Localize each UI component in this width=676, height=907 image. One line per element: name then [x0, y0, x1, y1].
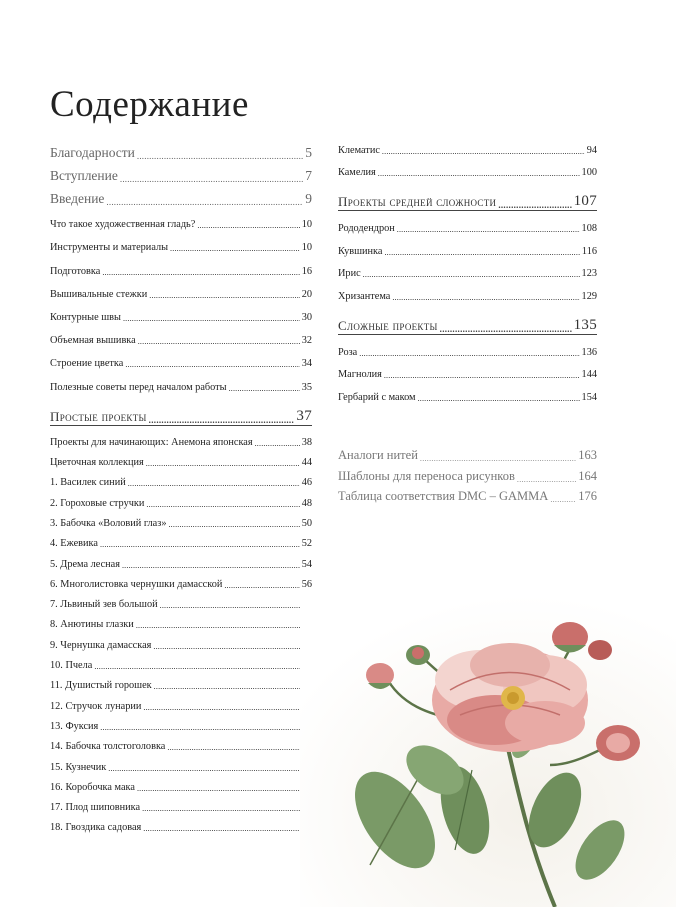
dot-leader: [440, 321, 572, 334]
toc-entry[interactable]: [338, 156, 597, 179]
toc-entry[interactable]: [338, 358, 597, 381]
medium-projects-list: [338, 211, 597, 302]
dot-leader: [197, 220, 299, 230]
toc-entry[interactable]: [338, 463, 597, 484]
toc-entry[interactable]: [50, 732, 312, 752]
dot-leader: [149, 289, 299, 299]
dot-leader: [137, 783, 300, 793]
dot-leader: [397, 224, 580, 234]
dot-leader: [94, 661, 299, 671]
toc-entry-label: 2. Гороховые стручки: [50, 497, 145, 509]
dot-leader: [229, 382, 300, 392]
toc-entry-label: 11. Душистый горошек: [50, 680, 152, 692]
toc-entry[interactable]: [50, 630, 312, 650]
toc-entry[interactable]: [50, 488, 312, 508]
toc-entry-page: 50: [301, 517, 312, 529]
dot-leader: [143, 823, 299, 833]
section-rule: [50, 425, 312, 426]
toc-entry-label: Кувшинка: [338, 245, 383, 257]
toc-entry-page: 37: [296, 407, 312, 424]
toc-entry-page: 54: [301, 558, 312, 570]
dot-leader: [418, 392, 580, 402]
toc-entry[interactable]: [338, 211, 597, 234]
toc-entry[interactable]: [338, 484, 597, 505]
toc-entry-label: Вступление: [50, 168, 118, 183]
toc-entry-label: Таблица соответствия DMC – GAMMA: [338, 489, 549, 504]
introduction-list: [50, 207, 312, 393]
toc-entry[interactable]: [50, 590, 312, 610]
toc-entry[interactable]: [50, 651, 312, 671]
dot-leader: [550, 492, 576, 505]
toc-entry-page: 7: [305, 168, 312, 183]
toc-entry-page: 10: [301, 219, 312, 231]
toc-entry[interactable]: [50, 323, 312, 346]
toc-entry-page: 144: [581, 369, 597, 381]
simple-projects-continued-list: [338, 133, 597, 178]
toc-entry[interactable]: [50, 161, 312, 184]
dot-leader: [167, 742, 299, 752]
toc-entry[interactable]: [50, 468, 312, 488]
toc-entry-label: 6. Многолистовка чернушки дамасской: [50, 578, 223, 590]
dot-leader: [382, 145, 585, 155]
toc-entry[interactable]: [338, 257, 597, 280]
toc-entry-label: Магнолия: [338, 369, 382, 381]
toc-entry[interactable]: [50, 549, 312, 569]
toc-entry-page: 108: [581, 222, 597, 234]
toc-entry[interactable]: [50, 529, 312, 549]
dot-leader: [106, 194, 303, 208]
toc-entry-label: Благодарности: [50, 145, 135, 160]
toc-entry-label: 14. Бабочка толстоголовка: [50, 741, 166, 753]
toc-entry-label: 15. Кузнечик: [50, 761, 107, 773]
toc-entry-page: 10: [301, 242, 312, 254]
toc-entry-label: Что такое художественная гладь?: [50, 219, 196, 231]
toc-entry-page: 135: [573, 317, 597, 334]
section-heading[interactable]: [50, 401, 312, 425]
toc-entry-label: Шаблоны для переноса рисунков: [338, 468, 515, 483]
toc-entry[interactable]: [338, 443, 597, 464]
toc-entry-label: 4. Ежевика: [50, 538, 98, 550]
toc-entry-label: 12. Стручок лунарии: [50, 700, 142, 712]
complex-section: [338, 310, 597, 335]
dot-leader: [255, 438, 300, 448]
dot-leader: [224, 580, 299, 590]
toc-entry[interactable]: [50, 369, 312, 392]
dot-leader: [142, 803, 300, 813]
toc-entry[interactable]: [50, 138, 312, 161]
toc-entry-label: Гербарий с маком: [338, 391, 416, 403]
dot-leader: [123, 313, 300, 323]
toc-entry[interactable]: [50, 813, 312, 833]
toc-entry-page: 32: [301, 335, 312, 347]
dot-leader: [153, 640, 299, 650]
toc-entry[interactable]: [50, 691, 312, 711]
toc-entry-label: Хризантема: [338, 291, 391, 303]
dot-leader: [102, 266, 299, 276]
toc-entry[interactable]: [50, 184, 312, 207]
toc-entry-label: Введение: [50, 191, 105, 206]
toc-entry-label: Сложные проекты: [338, 318, 438, 334]
toc-entry[interactable]: [338, 234, 597, 257]
toc-entry-label: Ирис: [338, 268, 361, 280]
toc-entry[interactable]: [50, 300, 312, 323]
toc-entry[interactable]: [338, 335, 597, 358]
toc-entry[interactable]: [50, 428, 312, 448]
toc-entry-label: Контурные швы: [50, 311, 121, 323]
dot-leader: [108, 762, 299, 772]
dot-leader: [363, 269, 580, 279]
dot-leader: [138, 336, 300, 346]
toc-entry-label: Проекты средней сложности: [338, 194, 497, 209]
toc-left-column: [50, 138, 312, 833]
toc-entry[interactable]: [50, 773, 312, 793]
toc-entry-page: 48: [301, 497, 312, 509]
embroidered-rose-icon: [300, 595, 676, 907]
toc-entry-page: 136: [581, 346, 597, 358]
toc-entry-page: 20: [301, 288, 312, 300]
toc-entry-page: 107: [573, 193, 597, 209]
dot-leader: [122, 559, 300, 569]
toc-entry-page: 154: [581, 391, 597, 403]
toc-entry[interactable]: [50, 448, 312, 468]
simple-section: [50, 401, 312, 426]
toc-entry-label: Рододендрон: [338, 222, 395, 234]
dot-leader: [168, 519, 299, 529]
dot-leader: [384, 370, 580, 380]
dot-leader: [420, 451, 576, 464]
dot-leader: [359, 347, 579, 357]
toc-entry-page: 16: [301, 265, 312, 277]
dot-leader: [120, 171, 303, 185]
toc-entry-page: 30: [301, 311, 312, 323]
toc-entry-label: Клематис: [338, 144, 380, 156]
toc-entry-page: 176: [578, 489, 597, 504]
toc-entry-label: Полезные советы перед началом работы: [50, 381, 227, 393]
toc-entry-label: 7. Львиный зев большой: [50, 599, 158, 611]
toc-entry-label: Проекты для начинающих: Анемона японская: [50, 436, 253, 448]
dot-leader: [149, 412, 295, 425]
toc-entry-label: Аналоги нитей: [338, 448, 418, 463]
dot-leader: [125, 359, 299, 369]
dot-leader: [517, 471, 576, 484]
toc-right-column: [338, 133, 597, 504]
toc-entry-page: 52: [301, 538, 312, 550]
toc-entry-label: 16. Коробочка мака: [50, 781, 135, 793]
toc-entry-page: 46: [301, 477, 312, 489]
back-matter-list: [338, 443, 597, 505]
toc-entry[interactable]: [50, 346, 312, 369]
dot-leader: [170, 243, 300, 253]
toc-entry-page: 116: [581, 245, 597, 257]
dot-leader: [100, 722, 299, 732]
dot-leader: [137, 148, 303, 162]
toc-entry-label: Цветочная коллекция: [50, 457, 144, 469]
dot-leader: [136, 620, 300, 630]
toc-entry-label: 10. Пчела: [50, 660, 93, 672]
toc-entry-page: 38: [301, 436, 312, 448]
toc-entry-label: 8. Анютины глазки: [50, 619, 134, 631]
toc-entry-page: 123: [581, 268, 597, 280]
toc-entry-label: 9. Чернушка дамасская: [50, 639, 152, 651]
toc-entry-page: 163: [578, 448, 597, 463]
section-heading[interactable]: [338, 310, 597, 334]
toc-entry-label: 13. Фуксия: [50, 720, 99, 732]
toc-entry[interactable]: [338, 133, 597, 156]
dot-leader: [128, 478, 300, 488]
toc-entry-label: Подготовка: [50, 265, 101, 277]
dot-leader: [498, 197, 571, 210]
toc-entry-page: 164: [578, 468, 597, 483]
toc-entry-page: 56: [301, 578, 312, 590]
dot-leader: [154, 681, 300, 691]
toc-entry[interactable]: [50, 712, 312, 732]
toc-entry-label: 3. Бабочка «Воловий глаз»: [50, 517, 167, 529]
dot-leader: [378, 168, 580, 178]
simple-projects-list: [50, 428, 312, 834]
toc-entry-label: Вышивальные стежки: [50, 288, 148, 300]
dot-leader: [143, 701, 299, 711]
toc-entry-label: Простые проекты: [50, 408, 147, 424]
toc-entry-label: Объемная вышивка: [50, 335, 136, 347]
toc-entry[interactable]: [338, 380, 597, 403]
toc-entry-page: 44: [301, 457, 312, 469]
complex-projects-list: [338, 335, 597, 403]
front-matter-list: [50, 138, 312, 207]
toc-entry-page: 9: [305, 191, 312, 206]
toc-entry-page: 35: [301, 381, 312, 393]
toc-entry-label: 17. Плод шиповника: [50, 802, 141, 814]
toc-entry[interactable]: [50, 230, 312, 253]
page-title: Содержание: [50, 83, 249, 125]
dot-leader: [384, 246, 579, 256]
toc-entry[interactable]: [50, 752, 312, 772]
toc-entry-label: Строение цветка: [50, 358, 124, 370]
toc-entry-page: 94: [586, 144, 597, 156]
toc-entry-page: 5: [305, 145, 312, 160]
dot-leader: [146, 458, 300, 468]
toc-entry[interactable]: [50, 509, 312, 529]
toc-entry[interactable]: [50, 253, 312, 276]
dot-leader: [146, 498, 299, 508]
toc-entry[interactable]: [338, 279, 597, 302]
toc-entry-label: Камелия: [338, 167, 376, 178]
toc-entry[interactable]: [50, 610, 312, 630]
toc-entry-label: 1. Василек синий: [50, 477, 126, 489]
toc-entry-page: 100: [581, 167, 597, 178]
toc-entry-page: 129: [581, 291, 597, 303]
dot-leader: [160, 600, 300, 610]
toc-entry-label: Роза: [338, 346, 358, 358]
toc-entry-page: 34: [301, 358, 312, 370]
toc-entry-label: 18. Гвоздика садовая: [50, 822, 142, 834]
toc-entry[interactable]: [50, 793, 312, 813]
dot-leader: [100, 539, 300, 549]
medium-section: [338, 186, 597, 211]
section-heading[interactable]: [338, 186, 597, 210]
toc-entry-label: 5. Дрема лесная: [50, 558, 120, 570]
dot-leader: [392, 292, 579, 302]
toc-entry[interactable]: [50, 207, 312, 230]
toc-entry-label: Инструменты и материалы: [50, 242, 169, 254]
toc-entry[interactable]: [50, 671, 312, 691]
toc-entry[interactable]: [50, 570, 312, 590]
toc-entry[interactable]: [50, 277, 312, 300]
